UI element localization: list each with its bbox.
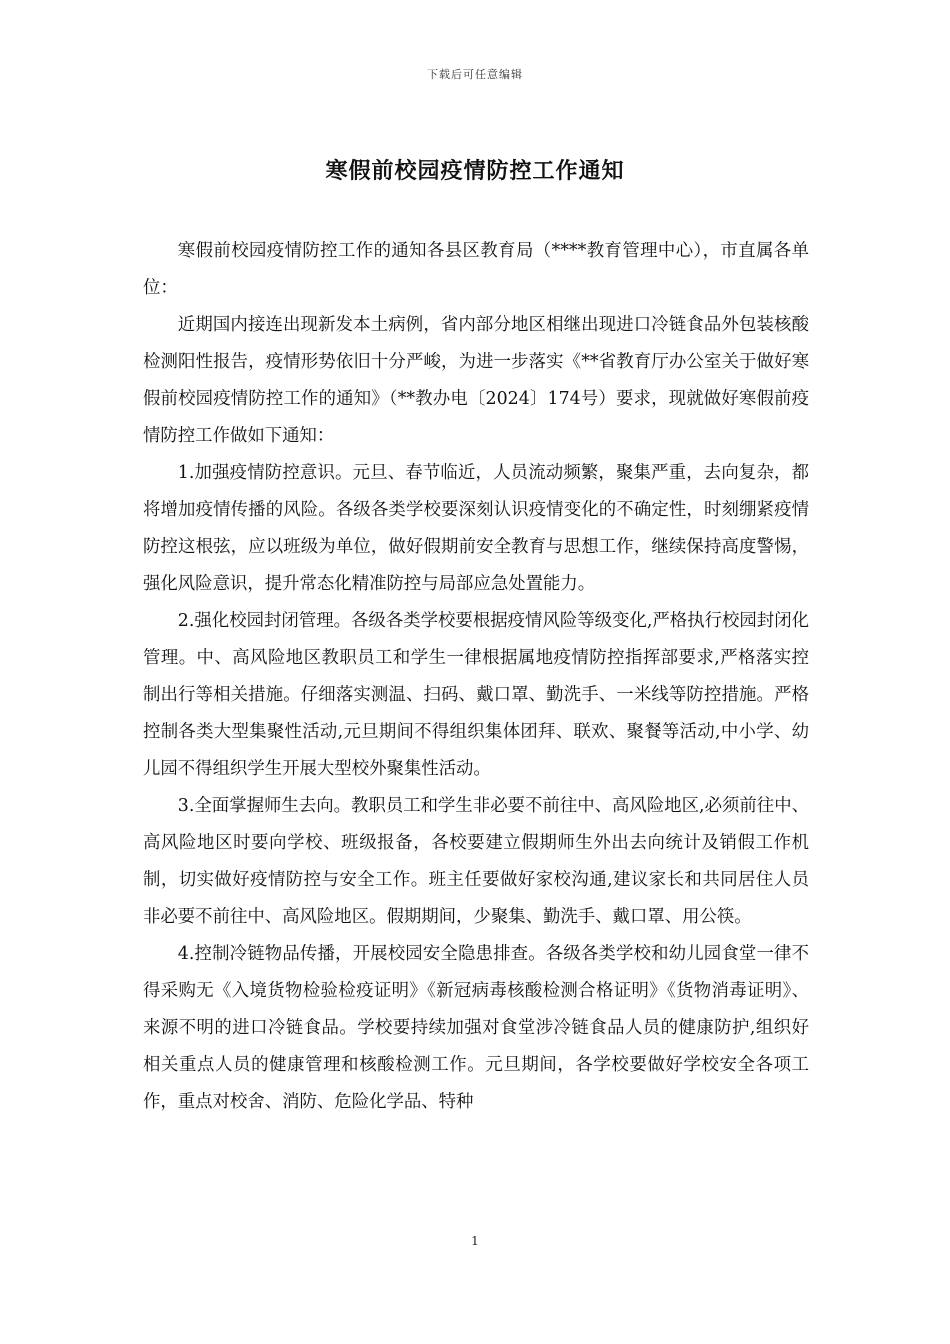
- paragraph-item-4: 4.控制冷链物品传播，开展校园安全隐患排查。各级各类学校和幼儿园食堂一律不得采购无《入境货物检验检疫证明》《新冠病毒核酸检测合格证明》《货物消毒证明》、来源不明的进口冷链食品。学校要持续加强对食堂涉冷链食品人员的健康防护,组织好相关重点人员的健康管理和核酸检测工作。元旦期间，各学校要做好学校安全各项工作，重点对校舍、消防、危险化学品、特种: [143, 944, 809, 1112]
- paragraph-item-2: 2.强化校园封闭管理。各级各类学校要根据疫情风险等级变化,严格执行校园封闭化管理。中、高风险地区教职员工和学生一律根据属地疫情防控指挥部要求,严格落实控制出行等相关措施。仔细落实测温、扫码、戴口罩、勤洗手、一米线等防控措施。严格控制各类大型集聚性活动,元旦期间不得组织集体团拜、联欢、聚餐等活动,中小学、幼儿园不得组织学生开展大型校外聚集性活动。: [143, 611, 809, 779]
- header-note: 下载后可任意编辑: [427, 68, 523, 81]
- document-title: 寒假前校园疫情防控工作通知: [325, 159, 625, 184]
- page-number: 1: [471, 1234, 479, 1248]
- paragraph-intro: 近期国内接连出现新发本土病例，省内部分地区相继出现进口冷链食品外包装核酸检测阳性报告，疫情形势依旧十分严峻，为进一步落实《**省教育厅办公室关于做好寒假前校园疫情防控工作的通知》（**教办电〔2024〕174号）要求，现就做好寒假前疫情防控工作做如下通知：: [143, 315, 809, 446]
- paragraph-item-3: 3.全面掌握师生去向。教职员工和学生非必要不前往中、高风险地区,必须前往中、高风险地区时要向学校、班级报备，各校要建立假期师生外出去向统计及销假工作机制，切实做好疫情防控与安全工作。班主任要做好家校沟通,建议家长和共同居住人员非必要不前往中、高风险地区。假期期间，少聚集、勤洗手、戴口罩、用公筷。: [143, 796, 809, 927]
- paragraph-item-1: 1.加强疫情防控意识。元旦、春节临近，人员流动频繁，聚集严重，去向复杂，都将增加疫情传播的风险。各级各类学校要深刻认识疫情变化的不确定性，时刻绷紧疫情防控这根弦，应以班级为单位，做好假期前安全教育与思想工作，继续保持高度警惕，强化风险意识，提升常态化精准防控与局部应急处置能力。: [143, 463, 809, 594]
- paragraph-greeting: 寒假前校园疫情防控工作的通知各县区教育局（****教育管理中心），市直属各单位：: [143, 241, 809, 298]
- document-body: [143, 233, 809, 1121]
